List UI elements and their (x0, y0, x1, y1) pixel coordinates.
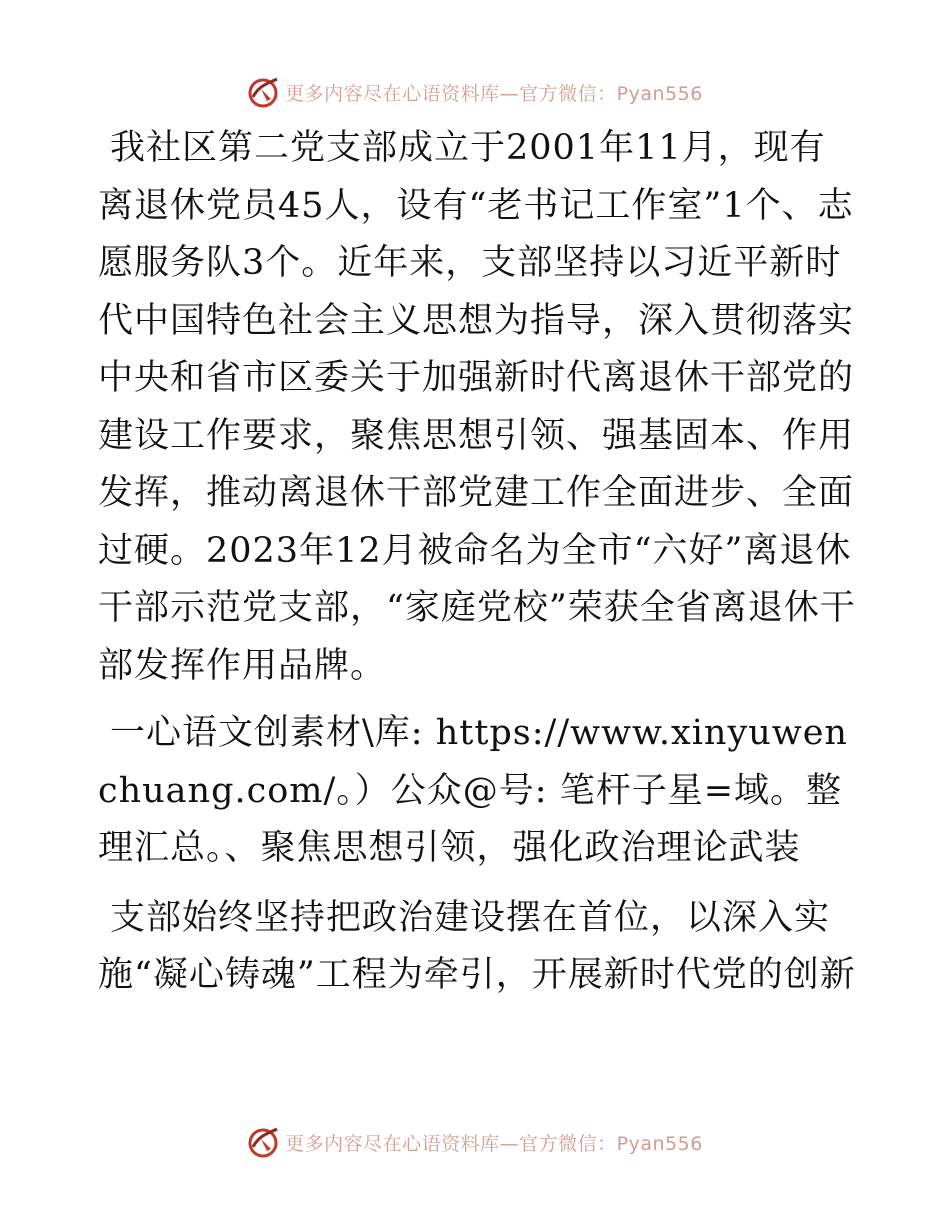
pen-logo-icon (247, 1125, 281, 1159)
footer-banner (0, 1122, 950, 1162)
pen-logo-icon (247, 75, 281, 109)
header-banner (0, 72, 950, 112)
header-banner-text: 更多内容尽在心语资料库—官方微信：Pyan556 (285, 82, 703, 105)
paragraph-political-building: 支部始终坚持把政治建设摆在首位，以深入实施“凝心铸魂”工程为牵引，开展新时代党的创新 (98, 897, 856, 995)
footer-banner-text: 更多内容尽在心语资料库—官方微信：Pyan556 (285, 1132, 703, 1155)
paragraph-watermark-heading: 一心语文创素材\库: https://www.xinyuwenchuang.com/。）公众@号: 笔杆子星=域。整理汇总。、聚焦思想引领，强化政治理论武装 (98, 713, 848, 868)
document-body (98, 120, 858, 1015)
paragraph-intro: 我社区第二党支部成立于2001年11月，现有离退休党员45人，设有“老书记工作室”1个、志愿服务队3个。近年来，支部坚持以习近平新时代中国特色社会主义思想为指导，深入贯彻落实中央和省市区委关于加强新时代离退休干部党的建设工作要求，聚焦思想引领、强基固本、作用发挥，推动离退休干部党建工作全面进步、全面过硬。2023年12月被命名为全市“六好”离退休干部示范党支部，“家庭党校”荣获全省离退休干部发挥作用品牌。 (98, 128, 856, 686)
